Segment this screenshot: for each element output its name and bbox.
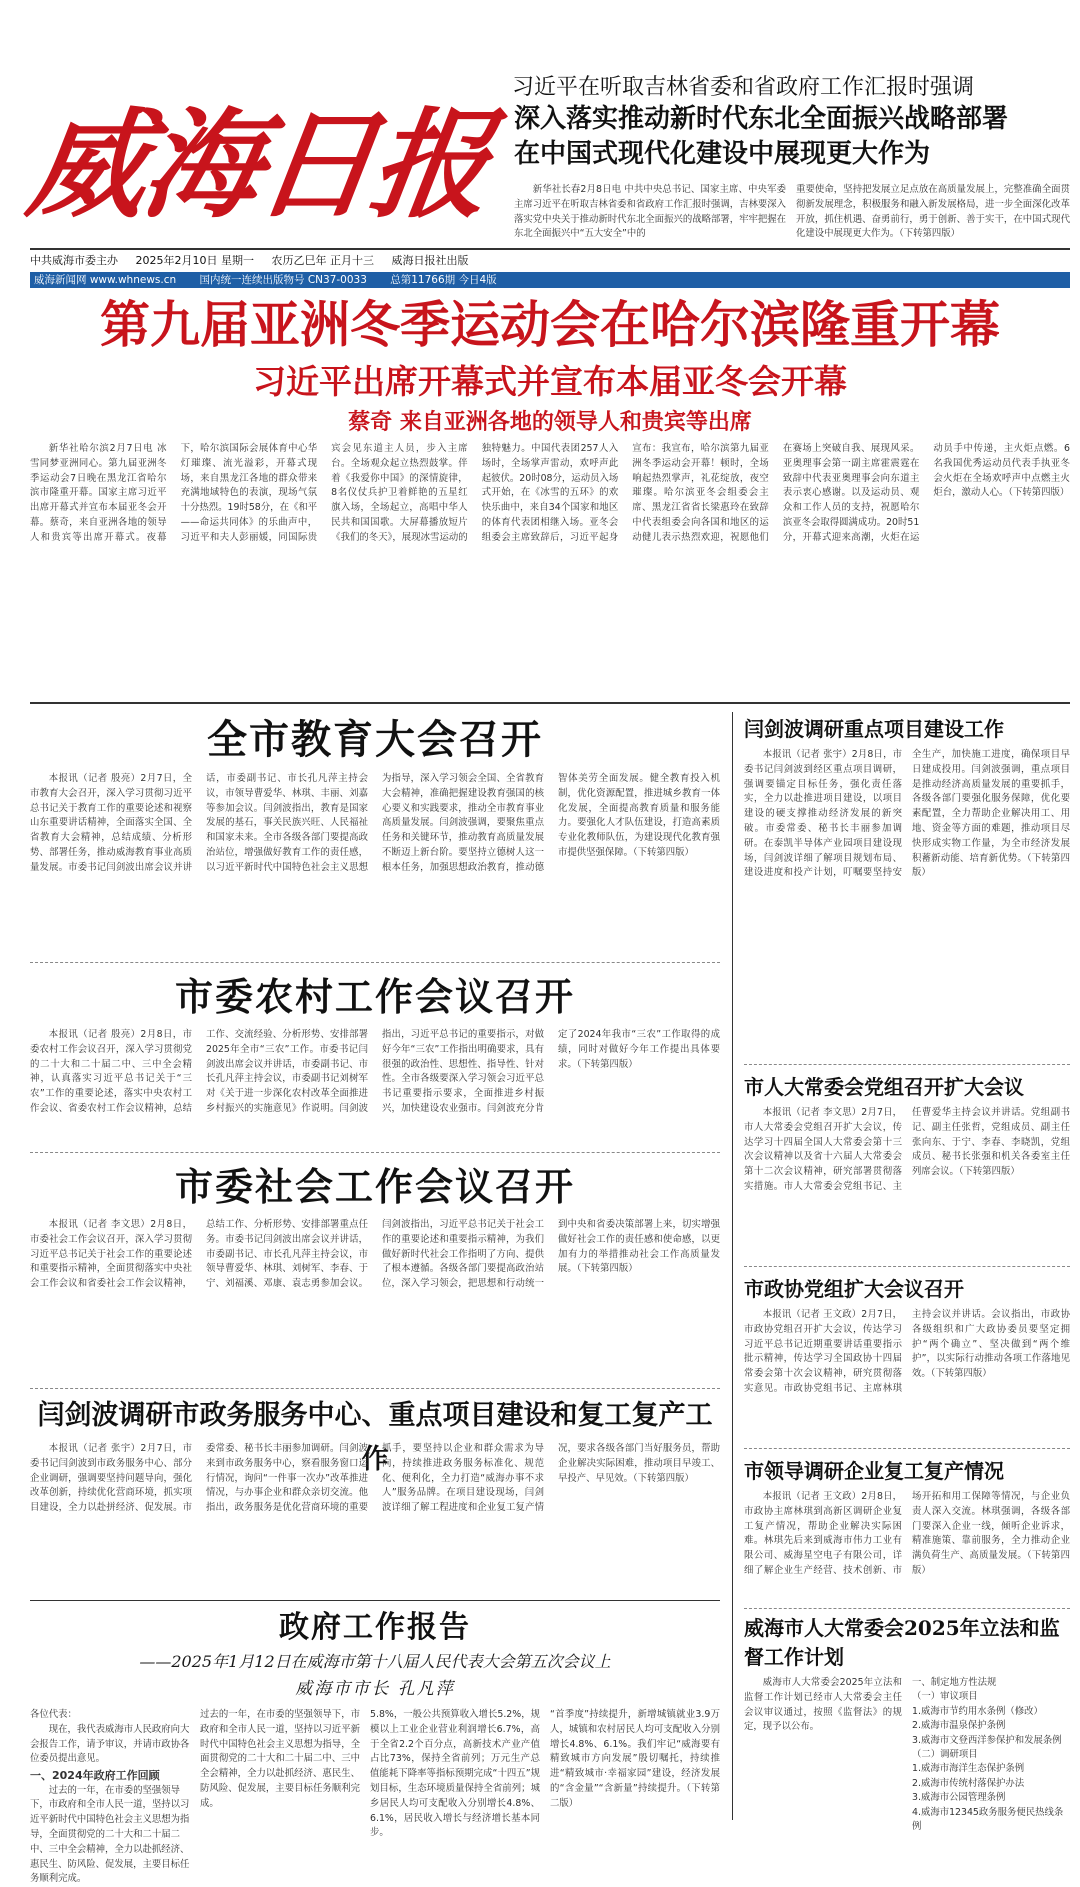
top-story-headline-2: 在中国式现代化建设中展现更大作为 (514, 139, 931, 169)
side1-headline: 闫剑波调研重点项目建设工作 (744, 717, 1004, 741)
social-body: 本报讯（记者 李文思）2月8日，市委社会工作会议召开，深入学习贯彻习近平总书记关于社会工作的重要论述和重要指示精神，全面贯彻落实中央社会工作会议和省委社会工作会议精神，总结工作、分析形势、安排部署重点任务。市委书记闫剑波出席会议并讲话，市委副书记、市长孔凡萍主持会议，市领导曹爱华、林琪、刘树军、李春、于宁、刘福溪、邓康、袁志勇参加会议。闫剑波指出，习近平总书记关于社会工作的重要论述和重要指示精神，为我们做好新时代社会工作指明了方向、提供了根本遵循。各级各部门要提高政治站位，深入学习领会，把思想和行动统一到中央和省委决策部署上来，切实增强做好社会工作的责任感和使命感，以更加有力的举措推动社会工作高质量发展。（下转第四版） (30, 1219, 720, 1290)
inspect-body: 本报讯（记者 张宇）2月7日，市委书记闫剑波到市政务服务中心、部分企业调研，强调要坚持问题导向，强化改革创新，持续优化营商环境，抓实项目建设，全力以赴拼经济、促发展。市委常委、秘书长丰丽参加调研。闫剑波来到市政务服务中心，察看服务窗口运行情况，询问“一件事一次办”改革推进情况，与办事企业和群众亲切交流。他指出，政务服务是优化营商环境的重要抓手，要坚持以企业和群众需求为导向，持续推进政务服务标准化、规范化、便利化，全力打造“威海办事不求人”服务品牌。在项目建设现场，闫剑波详细了解工程进度和企业复工复产情况，要求各级各部门当好服务员，帮助企业解决实际困难，推动项目早竣工、早投产、早见效。（下转第四版） (30, 1443, 720, 1514)
report-intro: 现在，我代表威海市人民政府向大会报告工作，请予审议，并请市政协各位委员提出意见。 (30, 1723, 190, 1765)
list-item: 3.威海市公园管理条例 (912, 1792, 1006, 1804)
masthead-title: 威海日报 (20, 95, 496, 234)
list-item: 1.威海市海洋生态保护条例 (912, 1763, 1025, 1775)
report-col3: 5.8%，一般公共预算收入增长5.2%，规模以上工业企业营业利润增长6.7%，高于全省2.2个百分点，高新技术产业产值占比73%，保持全省前列；万元生产总值能耗下降率等指标预期完成“十四五”规划目标，生态环境质量保持全省前列；城乡居民人均可支配收入分别增长4.8%、6.1%，居民收入增长与经济增长基本同步。 (370, 1709, 540, 1839)
masthead-rule (30, 248, 1070, 250)
list-item: 2.威海市传统村落保护办法 (912, 1777, 1025, 1789)
report-section-title: 一、2024年政府工作回顾 (30, 1768, 160, 1782)
divider (744, 1064, 1070, 1065)
list-item: （二）调研项目 (912, 1749, 978, 1761)
list-item: 2.威海市温泉保护条例 (912, 1720, 1006, 1732)
divider (744, 1266, 1070, 1267)
side1-body: 本报讯（记者 张宇）2月8日，市委书记闫剑波到经区重点项目调研，强调要锚定目标任务，强化责任落实，全力以赴推进项目建设，以项目建设的硬支撑推动经济发展的新突破。市委常委、秘书长丰丽参加调研。在泰凯半导体产业园项目建设现场，闫剑波详细了解项目规划布局、建设进度和投产计划，叮嘱要坚持安全生产，加快施工进度，确保项目早日建成投用。闫剑波强调，重点项目是推动经济高质量发展的重要抓手，各级各部门要强化服务保障，优化要素配置，全力帮助企业解决用工、用地、资金等方面的难题，推动项目尽快形成实物工作量，为全市经济发展积蓄新动能、培育新优势。（下转第四版） (744, 749, 1070, 879)
issn: 国内统一连续出版物号 CN37-0033 (199, 274, 367, 286)
edu-headline: 全市教育大会召开 (207, 716, 543, 763)
list-item: 1.威海市节约用水条例（修改） (912, 1705, 1043, 1717)
masthead-bluebar (30, 272, 1070, 288)
report-section-body: 过去的一年，在市委的坚强领导下，市政府和全市人民一道，坚持以习近平新时代中国特色社会主义思想为指导，全面贯彻党的二十大和二十届二中、三中全会精神，全力以赴抓经济、惠民生、防风险、促发展，主要目标任务顺利完成。 (30, 1784, 190, 1885)
divider (744, 1608, 1070, 1609)
report-greeting: 各位代表： (30, 1709, 77, 1720)
divider (30, 1600, 720, 1601)
top-story-headline-1: 深入落实推动新时代东北全面振兴战略部署 (514, 104, 1009, 134)
issue-number: 总第11766期 今日4版 (390, 274, 497, 286)
lead-bottom-rule (30, 702, 1070, 704)
report-headline: 政府工作报告 (279, 1610, 471, 1645)
report-col2: 过去的一年，在市委的坚强领导下，市政府和全市人民一道，坚持以习近平新时代中国特色社会主义思想为指导，全面贯彻党的二十大和二十届二中、三中全会精神，全力以赴抓经济、惠民生、防风险、促发展，主要目标任务顺利完成。 (200, 1709, 360, 1809)
report-subtitle: ——2025年1月12日在威海市第十八届人民代表大会第五次会议上 (139, 1652, 611, 1671)
divider (30, 1388, 720, 1389)
lead-attendees: 蔡奇 来自亚洲各地的领导人和贵宾等出席 (348, 409, 752, 435)
top-story-kicker: 习近平在听取吉林省委和省政府工作汇报时强调 (512, 75, 975, 100)
lead-subhead: 习近平出席开幕式并宣布本届亚冬会开幕 (253, 362, 847, 401)
lead-headline: 第九届亚洲冬季运动会在哈尔滨隆重开幕 (100, 295, 1000, 354)
inspect-headline: 闫剑波调研市政务服务中心、重点项目建设和复工复产工作 (37, 1400, 713, 1475)
publisher: 中共威海市委主办 (30, 254, 118, 267)
lunar-date: 农历乙巳年 正月十三 (271, 254, 374, 267)
report-col4: “首季度”持续提升，新增城镇就业3.9万人，城镇和农村居民人均可支配收入分别增长4.8%、6.1%。我们牢记“威海要有精致城市方向发展”殷切嘱托，持续推进“精致城市·幸福家园”建设，经济发展的“含金量”“含新量”持续提升。（下转第二版） (550, 1709, 720, 1809)
divider (30, 962, 720, 963)
top-story-col1: 新华社长春2月8日电 中共中央总书记、国家主席、中央军委主席习近平在听取吉林省委和省政府工作汇报时强调，吉林要深入落实党中央关于推动新时代东北全面振兴的战略部署，牢牢把握在东北全面振兴中“五大安全”中的 (514, 184, 786, 240)
top-story-col2: 重要使命，坚持把发展立足点放在高质量发展上，完整准确全面贯彻新发展理念，积极服务和融入新发展格局，进一步全面深化改革开放，抓住机遇、奋勇前行，勇于创新、善于实干，在中国式现代化建设中展现更大作为。（下转第四版） (796, 184, 1070, 240)
rural-body: 本报讯（记者 殷亮）2月8日，市委农村工作会议召开，深入学习贯彻党的二十大和二十届二中、三中全会精神，认真落实习近平总书记关于“三农”工作的重要论述，落实中央农村工作会议、省委农村工作会议精神，总结工作、交流经验、分析形势、安排部署2025年全市“三农”工作。市委书记闫剑波出席会议并讲话，市委副书记、市长孔凡萍主持会议，市委副书记刘树军对《关于进一步深化农村改革全面推进乡村振兴的实施意见》作说明。闫剑波指出，习近平总书记的重要指示，对做好今年“三农”工作指出明确要求，具有很强的政治性、思想性、指导性、针对性。全市各级要深入学习领会习近平总书记重要指示要求，全面推进乡村振兴，加快建设农业强市。闫剑波充分肯定了2024年我市“三农”工作取得的成绩，同时对做好今年工作提出具体要求。（下转第四版） (30, 1029, 720, 1114)
lead-body: 新华社哈尔滨2月7日电 冰雪同梦亚洲同心。第九届亚洲冬季运动会7日晚在黑龙江省哈尔滨市隆重开幕。国家主席习近平出席开幕式并宣布本届亚冬会开幕。蔡奇，来自亚洲各地的领导人和贵宾等出席开幕式。夜幕下，哈尔滨国际会展体育中心华灯璀璨、流光溢彩，开幕式现场，来自黑龙江各地的群众带来充满地域特色的表演，现场气氛十分热烈。19时58分，在《和平——命运共同体》的乐曲声中，习近平和夫人彭丽媛，同国际贵宾会见东道主人员，步入主席台。全场观众起立热烈鼓掌。伴着《我爱你中国》的深情旋律，8名仪仗兵护卫着鲜艳的五星红旗入场，全场起立，高唱中华人民共和国国歌。大屏幕播放短片《我们的冬天》，展现冰雪运动的独特魅力。中国代表团257人入场时，全场掌声雷动，欢呼声此起彼伏。20时08分，运动员入场式开始，在《冰雪的五环》的欢快乐曲中，来自34个国家和地区的体育代表团相继入场。亚冬会组委会主席致辞后，习近平起身宣布：我宣布，哈尔滨第九届亚洲冬季运动会开幕！顿时，全场响起热烈掌声，礼花绽放，夜空璀璨。哈尔滨亚冬会组委会主席、黑龙江省省长梁惠玲在致辞中代表组委会向各国和地区的运动健儿表示热烈欢迎，祝愿他们在赛场上突破自我、展现风采。亚奥理事会第一副主席霍震霆在致辞中代表亚奥理事会向东道主表示衷心感谢。以及运动员、观众和工作人员的支持，祝愿哈尔滨亚冬会取得圆满成功。20时51分，开幕式迎来高潮，火炬在运动员手中传递，主火炬点燃。6名我国优秀运动员代表手执亚冬会火炬在全场欢呼声中点燃主火炬台，激动人心。（下转第四版） (30, 443, 1070, 543)
divider (30, 1152, 720, 1153)
side5-headline: 威海市人大常委会2025年立法和监督工作计划 (744, 1616, 1060, 1669)
side3-headline: 市政协党组扩大会议召开 (744, 1277, 964, 1301)
side4-headline: 市领导调研企业复工复产情况 (744, 1459, 1004, 1483)
edu-body: 本报讯（记者 殷亮）2月7日，全市教育大会召开，深入学习贯彻习近平总书记关于教育工作的重要论述和视察山东重要讲话精神，全面落实全国、全省教育大会精神，总结成绩、分析形势、部署任务，推动威海教育事业高质量发展。市委书记闫剑波出席会议并讲话，市委副书记、市长孔凡萍主持会议，市领导曹爱华、林琪、丰丽、刘嘉等参加会议。闫剑波指出，教育是国家发展的基石，事关民族兴旺、人民福祉和国家未来。全市各级各部门要提高政治站位，增强做好教育工作的责任感，以习近平新时代中国特色社会主义思想为指导，深入学习领会全国、全省教育大会精神，准确把握建设教育强国的核心要义和实践要求，推动全市教育事业高质量发展。闫剑波强调，要聚焦重点任务和关键环节，推动教育高质量发展不断迈上新台阶。要坚持立德树人这一根本任务，加强思想政治教育，推动德智体美劳全面发展。健全教育投入机制，优化资源配置，推进城乡教育一体化发展，全面提高教育质量和服务能力。要强化人才队伍建设，打造高素质专业化教师队伍，为建设现代化教育强市提供坚强保障。（下转第四版） (30, 773, 720, 873)
press: 威海日报社出版 (391, 254, 469, 267)
side2-body: 本报讯（记者 李文思）2月7日，市人大常委会党组召开扩大会议，传达学习十四届全国人大常委会第十三次会议精神以及省十六届人大常委会第十二次会议精神，研究部署贯彻落实措施。市人大常委会党组书记、主任曹爱华主持会议并讲话。党组副书记、副主任张哲，党组成员、副主任张向东、于宁、李春、李晓凯，党组成员、秘书长张强和机关各委室主任列席会议。（下转第四版） (744, 1107, 1070, 1192)
issue-date: 2025年2月10日 星期一 (135, 254, 254, 267)
list-item: 3.威海市文登西洋参保护和发展条例 (912, 1734, 1062, 1746)
social-headline: 市委社会工作会议召开 (174, 1164, 575, 1209)
side2-headline: 市人大常委会党组召开扩大会议 (744, 1075, 1024, 1099)
side5-list (912, 1676, 1070, 1833)
list-item: 4.威海市12345政务服务便民热线条例 (912, 1806, 1064, 1833)
column-divider (732, 712, 733, 1820)
divider (744, 1448, 1070, 1449)
list-item: 一、制定地方性法规 (912, 1677, 997, 1688)
website[interactable]: 威海新闻网 www.whnews.cn (34, 274, 177, 286)
report-col1 (30, 1708, 190, 1885)
side4-body: 本报讯（记者 王文政）2月8日，市政协主席林琪到高新区调研企业复工复产情况，帮助企业解决实际困难。林琪先后来到威海市伟力工业有限公司、威海星空电子有限公司，详细了解企业生产经营、技术创新、市场开拓和用工保障等情况，与企业负责人深入交流。林琪强调，各级各部门要深入企业一线，倾听企业诉求，精准施策、靠前服务，全力推动企业满负荷生产、高质量发展。（下转第四版） (744, 1491, 1070, 1576)
report-author: 威海市市长 孔凡萍 (295, 1679, 455, 1699)
masthead-infobar (30, 252, 1070, 270)
side3-body: 本报讯（记者 王文政）2月7日，市政协党组召开扩大会议，传达学习习近平总书记近期重要讲话重要指示批示精神，传达学习全国政协十四届常委会第十次会议精神，研究贯彻落实意见。市政协党组书记、主席林琪主持会议并讲话。会议指出，市政协各级组织和广大政协委员要坚定拥护“两个确立”、坚决做到“两个维护”，以实际行动推动各项工作落地见效。（下转第四版） (744, 1309, 1070, 1394)
side5-body: 威海市人大常委会2025年立法和监督工作计划已经市人大常委会主任会议审议通过，按照《监督法》的规定，现予以公布。 (744, 1677, 902, 1733)
list-item: （一）审议项目 (912, 1691, 978, 1703)
rural-headline: 市委农村工作会议召开 (174, 974, 575, 1019)
